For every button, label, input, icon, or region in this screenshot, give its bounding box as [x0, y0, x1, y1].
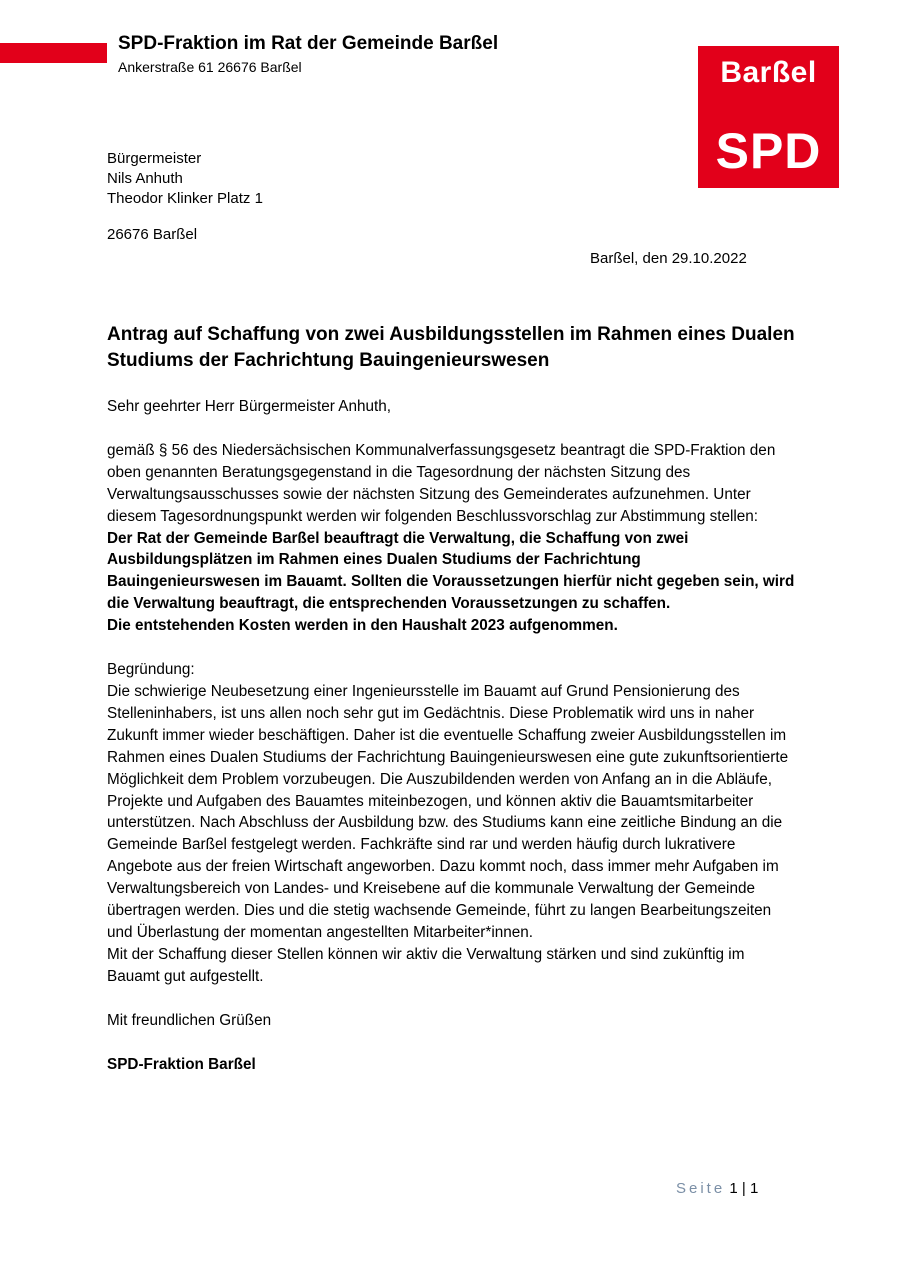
logo-town-text: Barßel — [720, 56, 817, 89]
page-number — [676, 1180, 758, 1197]
org-name: SPD-Fraktion im Rat der Gemeinde Barßel — [118, 33, 499, 54]
recipient-title: Bürgermeister — [107, 150, 202, 167]
letter-body — [107, 396, 797, 1075]
proposal-costs: Die entstehenden Kosten werden in den Haushalt 2023 aufgenommen. — [107, 617, 618, 635]
header-accent-bar — [0, 43, 107, 63]
proposal-paragraph: Der Rat der Gemeinde Barßel beauftragt die Verwaltung, die Schaffung von zwei Ausbildungsplätzen im Rahmen eines Dualen Studiums der Fachrichtung Bauingenieurswesen im Bauamt. Sollten die Voraussetzungen hierfür nicht gegeben sein, wird die Verwaltung beauftragt, die entsprechenden Voraussetzungen zu schaffen. — [107, 529, 795, 613]
reasoning-heading: Begründung: — [107, 661, 195, 679]
recipient-name: Nils Anhuth — [107, 170, 183, 187]
page-label: Seite — [676, 1180, 726, 1197]
signature: SPD-Fraktion Barßel — [107, 1055, 256, 1073]
letter-date: Barßel, den 29.10.2022 — [590, 250, 747, 267]
recipient-street: Theodor Klinker Platz 1 — [107, 190, 263, 207]
recipient-address — [107, 149, 263, 245]
letter-subject: Antrag auf Schaffung von zwei Ausbildungsstellen im Rahmen eines Dualen Studiums der Fachrichtung Bauingenieurswesen — [107, 324, 795, 371]
page-count: 1 | 1 — [729, 1180, 759, 1197]
conclusion-paragraph: Mit der Schaffung dieser Stellen können wir aktiv die Verwaltung stärken und sind zukünftig im Bauamt gut aufgestellt. — [107, 945, 745, 985]
salutation: Sehr geehrter Herr Bürgermeister Anhuth, — [107, 398, 391, 415]
org-address: Ankerstraße 61 26676 Barßel — [118, 59, 302, 75]
reasoning-paragraph: Die schwierige Neubesetzung einer Ingenieursstelle im Bauamt auf Grund Pensionierung des Stelleninhabers, ist uns allen noch sehr gut im Gedächtnis. Diese Problematik wird uns in naher Zukunft immer wieder beschäftigen. Daher ist die eventuelle Schaffung zweier Ausbildungsstellen im Rahmen eines Dualen Studiums der Fachrichtung Bauingenieurswesen eine gute zukunftsorientierte Möglichkeit dem Problem vorzubeugen. Die Auszubildenden werden von Anfang an in die Abläufe, Projekte und Aufgaben des Bauamtes miteinbezogen, und können aktiv die Bauamtsmitarbeiter unterstützen. Nach Abschluss der Ausbildung bzw. des Studiums kann eine zeitliche Bindung an die Gemeinde Barßel festgelegt werden. Fachkräfte sind rar und werden häufig durch lukrativere Angebote aus der freien Wirtschaft angeworben. Dazu kommt noch, dass immer mehr Aufgaben im Verwaltungsbereich von Landes- und Kreisebene auf die kommunale Verwaltung der Gemeinde übertragen werden. Dies und die stetig wachsende Gemeinde, führt zu langen Bearbeitungszeiten und Überlastung der momentan angestellten Mitarbeiter*innen. — [107, 682, 789, 941]
intro-paragraph: gemäß § 56 des Niedersächsischen Kommunalverfassungsgesetz beantragt die SPD-Fraktion den oben genannten Beratungsgegenstand in die Tagesordnung der nächsten Sitzung des Verwaltungsausschusses sowie der nächsten Sitzung des Gemeinderates aufzunehmen. Unter diesem Tagesordnungspunkt werden wir folgenden Beschlussvorschlag zur Abstimmung stellen: — [107, 441, 776, 525]
spd-barssel-logo — [698, 46, 839, 188]
recipient-zip-city: 26676 Barßel — [107, 226, 198, 243]
closing: Mit freundlichen Grüßen — [107, 1011, 272, 1029]
logo-party-text: SPD — [715, 123, 822, 179]
